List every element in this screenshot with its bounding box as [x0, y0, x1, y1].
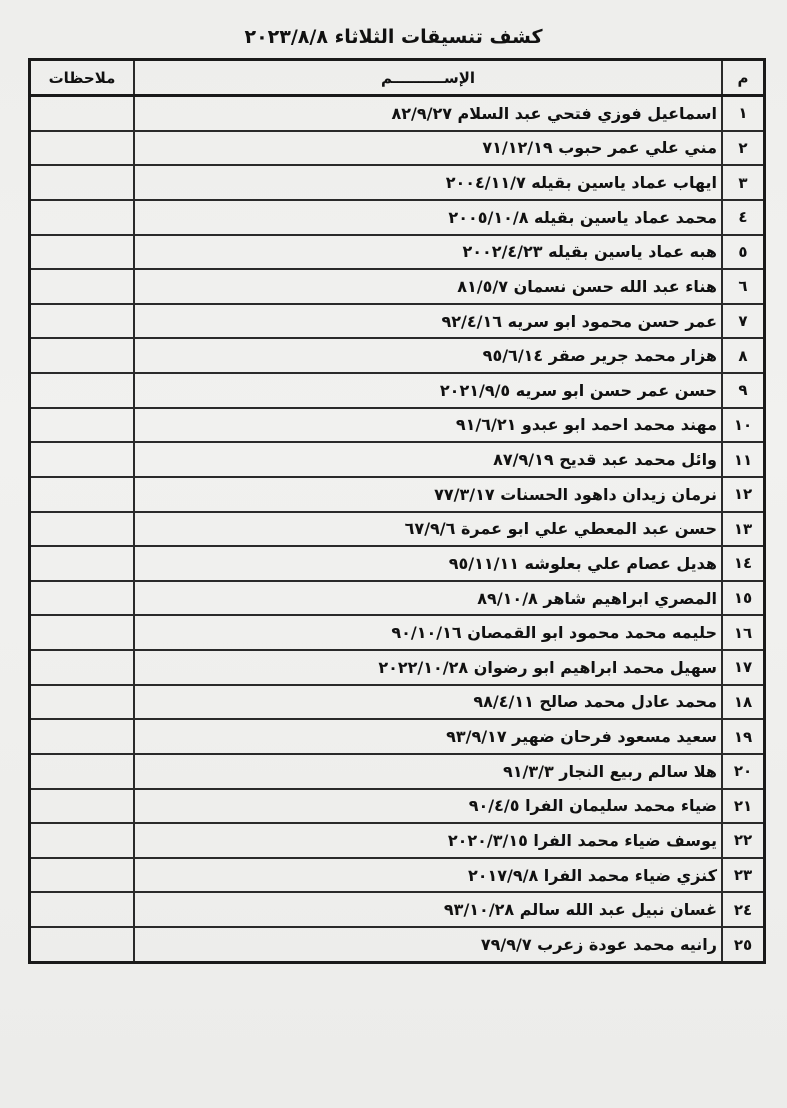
- row-name: ايهاب عماد ياسين بقيله ٢٠٠٤/١١/٧: [134, 165, 722, 200]
- row-number: ٢٤: [722, 892, 765, 927]
- row-name: حسن عمر حسن ابو سريه ٢٠٢١/٩/٥: [134, 373, 722, 408]
- row-number: ٢٢: [722, 823, 765, 858]
- table-row: [30, 235, 765, 270]
- row-name: وائل محمد عبد قديح ٨٧/٩/١٩: [134, 442, 722, 477]
- row-number: ٢٥: [722, 927, 765, 962]
- row-name: محمد عماد ياسين بقيله ٢٠٠٥/١٠/٨: [134, 200, 722, 235]
- row-notes: [30, 408, 135, 443]
- table-row: [30, 650, 765, 685]
- row-number: ٥: [722, 235, 765, 270]
- row-number: ١٤: [722, 546, 765, 581]
- row-name: محمد عادل محمد صالح ٩٨/٤/١١: [134, 685, 722, 720]
- row-number: ١: [722, 96, 765, 131]
- table-row: [30, 165, 765, 200]
- table-row: [30, 927, 765, 962]
- row-number: ١٢: [722, 477, 765, 512]
- row-notes: [30, 823, 135, 858]
- row-number: ١٠: [722, 408, 765, 443]
- table-row: [30, 304, 765, 339]
- row-name: حليمه محمد محمود ابو القمصان ٩٠/١٠/١٦: [134, 615, 722, 650]
- row-name: غسان نبيل عبد الله سالم ٩٣/١٠/٢٨: [134, 892, 722, 927]
- row-number: ٨: [722, 338, 765, 373]
- row-notes: [30, 754, 135, 789]
- table-row: [30, 858, 765, 893]
- row-notes: [30, 304, 135, 339]
- row-notes: [30, 373, 135, 408]
- row-name: هزار محمد جرير صقر ٩٥/٦/١٤: [134, 338, 722, 373]
- row-name: مني علي عمر حبوب ٧١/١٢/١٩: [134, 131, 722, 166]
- row-notes: [30, 131, 135, 166]
- row-number: ٧: [722, 304, 765, 339]
- table-row: [30, 823, 765, 858]
- row-number: ١١: [722, 442, 765, 477]
- row-name: ضياء محمد سليمان الفرا ٩٠/٤/٥: [134, 789, 722, 824]
- row-number: ٤: [722, 200, 765, 235]
- row-number: ١٦: [722, 615, 765, 650]
- row-name: المصري ابراهيم شاهر ٨٩/١٠/٨: [134, 581, 722, 616]
- row-notes: [30, 338, 135, 373]
- row-notes: [30, 442, 135, 477]
- table-row: [30, 685, 765, 720]
- row-notes: [30, 927, 135, 962]
- row-notes: [30, 477, 135, 512]
- row-name: حسن عبد المعطي علي ابو عمرة ٦٧/٩/٦: [134, 512, 722, 547]
- header-notes: ملاحظات: [30, 60, 135, 96]
- row-notes: [30, 650, 135, 685]
- table-row: [30, 754, 765, 789]
- table-row: [30, 200, 765, 235]
- table-row: [30, 615, 765, 650]
- header-name: الإســــــــــم: [134, 60, 722, 96]
- row-notes: [30, 892, 135, 927]
- row-name: رانيه محمد عودة زعرب ٧٩/٩/٧: [134, 927, 722, 962]
- roster-table: [28, 58, 766, 964]
- table-row: [30, 373, 765, 408]
- row-notes: [30, 165, 135, 200]
- row-number: ٦: [722, 269, 765, 304]
- row-notes: [30, 235, 135, 270]
- row-name: اسماعيل فوزي فتحي عبد السلام ٨٢/٩/٢٧: [134, 96, 722, 131]
- row-number: ٩: [722, 373, 765, 408]
- table-row: [30, 789, 765, 824]
- table-row: [30, 512, 765, 547]
- table-row: [30, 442, 765, 477]
- row-number: ١٨: [722, 685, 765, 720]
- roster-body: [30, 96, 765, 963]
- row-name: عمر حسن محمود ابو سريه ٩٢/٤/١٦: [134, 304, 722, 339]
- row-name: هلا سالم ربيع النجار ٩١/٣/٣: [134, 754, 722, 789]
- row-notes: [30, 581, 135, 616]
- table-row: [30, 96, 765, 131]
- row-name: سعيد مسعود فرحان ضهير ٩٣/٩/١٧: [134, 719, 722, 754]
- table-row: [30, 477, 765, 512]
- table-row: [30, 581, 765, 616]
- row-number: ١٩: [722, 719, 765, 754]
- row-notes: [30, 512, 135, 547]
- row-notes: [30, 858, 135, 893]
- row-notes: [30, 96, 135, 131]
- row-notes: [30, 789, 135, 824]
- table-row: [30, 131, 765, 166]
- table-row: [30, 269, 765, 304]
- row-number: ٢١: [722, 789, 765, 824]
- row-notes: [30, 685, 135, 720]
- row-number: ٢: [722, 131, 765, 166]
- table-header-row: [30, 60, 765, 96]
- row-number: ١٧: [722, 650, 765, 685]
- row-name: هناء عبد الله حسن نسمان ٨١/٥/٧: [134, 269, 722, 304]
- table-row: [30, 719, 765, 754]
- table-row: [30, 408, 765, 443]
- row-notes: [30, 546, 135, 581]
- row-name: هبه عماد ياسين بقيله ٢٠٠٢/٤/٢٣: [134, 235, 722, 270]
- row-name: سهيل محمد ابراهيم ابو رضوان ٢٠٢٢/١٠/٢٨: [134, 650, 722, 685]
- page-title: كشف تنسيقات الثلاثاء ٢٠٢٣/٨/٨: [244, 26, 543, 48]
- row-number: ٢٠: [722, 754, 765, 789]
- row-name: يوسف ضياء محمد الفرا ٢٠٢٠/٣/١٥: [134, 823, 722, 858]
- row-notes: [30, 719, 135, 754]
- row-notes: [30, 269, 135, 304]
- row-number: ٢٣: [722, 858, 765, 893]
- table-row: [30, 338, 765, 373]
- row-number: ٣: [722, 165, 765, 200]
- row-notes: [30, 615, 135, 650]
- row-notes: [30, 200, 135, 235]
- row-number: ١٣: [722, 512, 765, 547]
- row-number: ١٥: [722, 581, 765, 616]
- row-name: مهند محمد احمد ابو عبدو ٩١/٦/٢١: [134, 408, 722, 443]
- table-row: [30, 892, 765, 927]
- table-row: [30, 546, 765, 581]
- row-name: نرمان زيدان داهود الحسنات ٧٧/٣/١٧: [134, 477, 722, 512]
- row-name: كنزي ضياء محمد الفرا ٢٠١٧/٩/٨: [134, 858, 722, 893]
- row-name: هديل عصام علي بعلوشه ٩٥/١١/١١: [134, 546, 722, 581]
- header-number: م: [722, 60, 765, 96]
